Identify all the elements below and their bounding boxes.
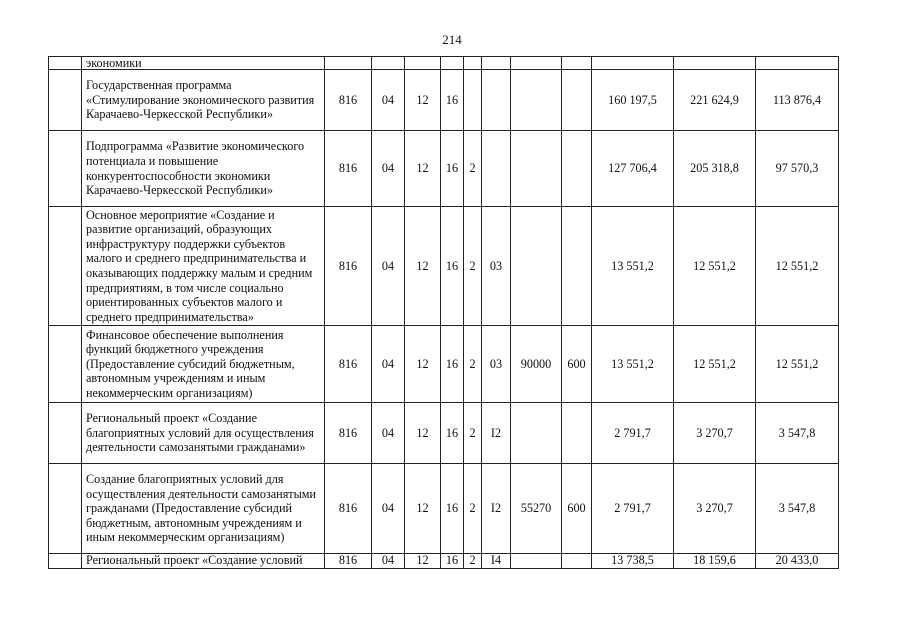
name-cell: Финансовое обеспечение выполнения функций бюджетного учреждения (Предоставление субсидий бюджетным, автономным учреждениям и иным некоммерческим организациям) <box>82 326 325 403</box>
row-index-cell <box>49 403 82 464</box>
expense-type-cell <box>562 131 592 207</box>
direction-cell <box>511 207 562 326</box>
amount-year2-cell: 205 318,8 <box>674 131 756 207</box>
row-index-cell <box>49 57 82 70</box>
row-index-cell <box>49 70 82 131</box>
amount-year1-cell: 13 551,2 <box>592 207 674 326</box>
subprogram-cell <box>464 57 482 70</box>
expense-type-cell <box>562 554 592 569</box>
admin-code-cell: 816 <box>325 464 372 554</box>
subsection-cell: 12 <box>405 464 441 554</box>
event-cell <box>482 70 511 131</box>
name-cell: экономики <box>82 57 325 70</box>
name-cell: Государственная программа «Стимулирование экономического развития Карачаево-Черкесской Республики» <box>82 70 325 131</box>
expense-type-cell: 600 <box>562 464 592 554</box>
event-cell: I2 <box>482 403 511 464</box>
amount-year2-cell <box>674 57 756 70</box>
direction-cell <box>511 57 562 70</box>
name-cell: Основное мероприятие «Создание и развитие организаций, образующих инфраструктуру поддержки субъектов малого и среднего предпринимательства и оказывающих поддержку малым и средним предприятиям, в том числе социально ориентированных субъектов малого и среднего предпринимательства» <box>82 207 325 326</box>
admin-code-cell <box>325 57 372 70</box>
expense-type-cell <box>562 207 592 326</box>
table-row <box>49 70 839 131</box>
amount-year3-cell: 12 551,2 <box>756 326 839 403</box>
section-cell: 04 <box>372 70 405 131</box>
amount-year3-cell: 97 570,3 <box>756 131 839 207</box>
subsection-cell: 12 <box>405 403 441 464</box>
amount-year3-cell: 113 876,4 <box>756 70 839 131</box>
table-row <box>49 464 839 554</box>
table-row <box>49 326 839 403</box>
direction-cell <box>511 131 562 207</box>
subprogram-cell: 2 <box>464 554 482 569</box>
amount-year1-cell: 13 738,5 <box>592 554 674 569</box>
amount-year3-cell: 3 547,8 <box>756 403 839 464</box>
event-cell: I2 <box>482 464 511 554</box>
table-row <box>49 131 839 207</box>
subprogram-cell <box>464 70 482 131</box>
amount-year1-cell: 13 551,2 <box>592 326 674 403</box>
amount-year1-cell: 160 197,5 <box>592 70 674 131</box>
expense-type-cell <box>562 403 592 464</box>
program-cell <box>441 57 464 70</box>
expense-type-cell: 600 <box>562 326 592 403</box>
name-cell: Создание благоприятных условий для осуществления деятельности самозанятыми гражданами (Предоставление субсидий бюджетным, автономным учреждениям и иным некоммерческим организациям) <box>82 464 325 554</box>
section-cell <box>372 57 405 70</box>
table-row <box>49 554 839 569</box>
name-cell: Региональный проект «Создание условий <box>82 554 325 569</box>
amount-year2-cell: 221 624,9 <box>674 70 756 131</box>
amount-year1-cell: 2 791,7 <box>592 403 674 464</box>
amount-year3-cell <box>756 57 839 70</box>
direction-cell: 90000 <box>511 326 562 403</box>
program-cell: 16 <box>441 326 464 403</box>
amount-year1-cell: 2 791,7 <box>592 464 674 554</box>
row-index-cell <box>49 464 82 554</box>
amount-year3-cell: 20 433,0 <box>756 554 839 569</box>
subsection-cell: 12 <box>405 554 441 569</box>
event-cell: 03 <box>482 326 511 403</box>
event-cell <box>482 131 511 207</box>
program-cell: 16 <box>441 207 464 326</box>
event-cell: 03 <box>482 207 511 326</box>
row-index-cell <box>49 326 82 403</box>
program-cell: 16 <box>441 403 464 464</box>
admin-code-cell: 816 <box>325 70 372 131</box>
subsection-cell: 12 <box>405 207 441 326</box>
page-number: 214 <box>442 32 462 47</box>
amount-year2-cell: 3 270,7 <box>674 464 756 554</box>
direction-cell: 55270 <box>511 464 562 554</box>
admin-code-cell: 816 <box>325 207 372 326</box>
admin-code-cell: 816 <box>325 131 372 207</box>
amount-year2-cell: 12 551,2 <box>674 326 756 403</box>
expense-type-cell <box>562 70 592 131</box>
amount-year2-cell: 3 270,7 <box>674 403 756 464</box>
amount-year2-cell: 18 159,6 <box>674 554 756 569</box>
amount-year1-cell <box>592 57 674 70</box>
amount-year1-cell: 127 706,4 <box>592 131 674 207</box>
event-cell: I4 <box>482 554 511 569</box>
subprogram-cell: 2 <box>464 131 482 207</box>
row-index-cell <box>49 554 82 569</box>
name-cell: Подпрограмма «Развитие экономического потенциала и повышение конкурентоспособности экономики Карачаево-Черкесской Республики» <box>82 131 325 207</box>
program-cell: 16 <box>441 554 464 569</box>
program-cell: 16 <box>441 131 464 207</box>
table-row <box>49 207 839 326</box>
program-cell: 16 <box>441 464 464 554</box>
direction-cell <box>511 554 562 569</box>
admin-code-cell: 816 <box>325 554 372 569</box>
direction-cell <box>511 403 562 464</box>
subprogram-cell: 2 <box>464 207 482 326</box>
amount-year2-cell: 12 551,2 <box>674 207 756 326</box>
section-cell: 04 <box>372 464 405 554</box>
section-cell: 04 <box>372 207 405 326</box>
subsection-cell <box>405 57 441 70</box>
section-cell: 04 <box>372 554 405 569</box>
admin-code-cell: 816 <box>325 403 372 464</box>
expense-type-cell <box>562 57 592 70</box>
subsection-cell: 12 <box>405 326 441 403</box>
row-index-cell <box>49 131 82 207</box>
direction-cell <box>511 70 562 131</box>
subprogram-cell: 2 <box>464 464 482 554</box>
section-cell: 04 <box>372 131 405 207</box>
subprogram-cell: 2 <box>464 403 482 464</box>
budget-table <box>48 56 839 569</box>
table-row <box>49 57 839 70</box>
program-cell: 16 <box>441 70 464 131</box>
amount-year3-cell: 12 551,2 <box>756 207 839 326</box>
section-cell: 04 <box>372 326 405 403</box>
name-cell: Региональный проект «Создание благоприятных условий для осуществления деятельности самозанятыми гражданами» <box>82 403 325 464</box>
table-row <box>49 403 839 464</box>
event-cell <box>482 57 511 70</box>
admin-code-cell: 816 <box>325 326 372 403</box>
amount-year3-cell: 3 547,8 <box>756 464 839 554</box>
subsection-cell: 12 <box>405 70 441 131</box>
row-index-cell <box>49 207 82 326</box>
section-cell: 04 <box>372 403 405 464</box>
subsection-cell: 12 <box>405 131 441 207</box>
subprogram-cell: 2 <box>464 326 482 403</box>
